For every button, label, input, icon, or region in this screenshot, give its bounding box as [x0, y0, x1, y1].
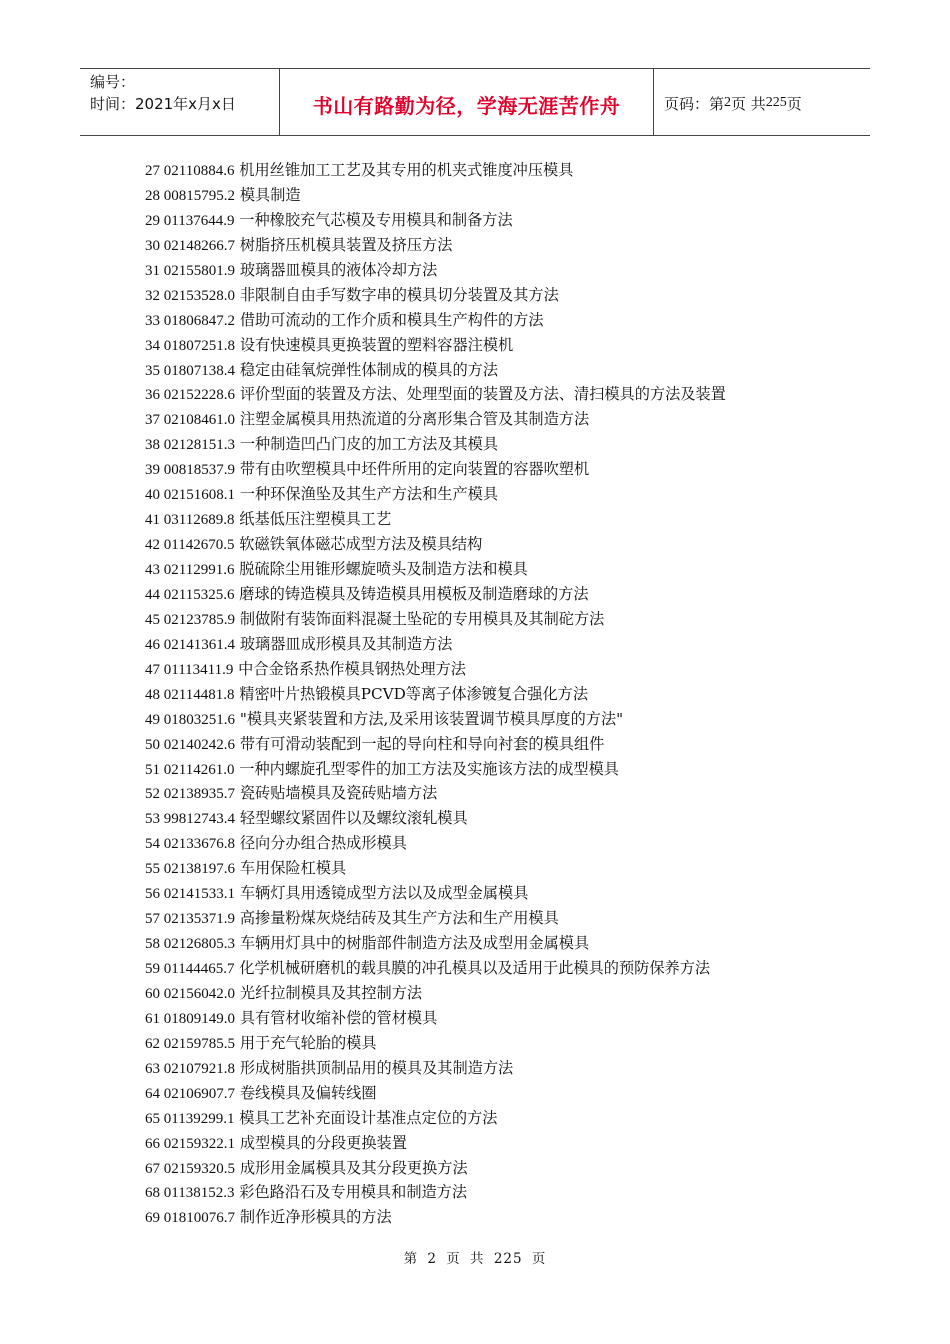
entry-code: 65 01139299.1 [145, 1110, 235, 1127]
entry-title: 彩色路沿石及专用模具和制造方法 [239, 1183, 468, 1202]
footer-current: 2 [427, 1251, 437, 1267]
entry-code: 51 02114261.0 [145, 761, 235, 778]
list-item [145, 358, 726, 383]
entry-title: 形成树脂拱顶制品用的模具及其制造方法 [239, 1058, 514, 1077]
entry-title: 一种制造凹凸门皮的加工方法及其模具 [239, 435, 499, 454]
entry-code: 40 02151608.1 [145, 487, 235, 504]
footer-middle: 页 共 [446, 1251, 485, 1267]
list-item [145, 1156, 726, 1181]
list-item [145, 1180, 726, 1205]
list-item [145, 582, 726, 607]
entry-title: 带有可滑动装配到一起的导向柱和导向衬套的模具组件 [239, 734, 605, 753]
entry-code: 47 01113411.9 [145, 661, 234, 678]
list-item [145, 707, 726, 732]
page-footer [0, 1247, 950, 1267]
entry-code: 50 02140242.6 [145, 736, 235, 753]
list-item [145, 258, 726, 283]
entry-title: 光纤拉制模具及其控制方法 [239, 983, 423, 1002]
list-item [145, 657, 726, 682]
list-item [145, 532, 726, 557]
entry-title: 具有管材收缩补偿的管材模具 [239, 1008, 438, 1027]
entry-title: 径向分办组合热成形模具 [239, 834, 407, 853]
entry-title: 成型模具的分段更换装置 [239, 1133, 407, 1152]
entry-title: 瓷砖贴墙模具及瓷砖贴墙方法 [239, 784, 438, 803]
entry-code: 54 02133676.8 [145, 836, 235, 853]
list-item [145, 432, 726, 457]
entry-code: 41 03112689.8 [145, 512, 235, 529]
entry-code: 60 02156042.0 [145, 985, 235, 1002]
entry-code: 64 02106907.7 [145, 1085, 235, 1102]
list-item [145, 283, 726, 308]
entry-title: 脱硫除尘用锥形螺旋喷头及制造方法和模具 [239, 560, 528, 578]
entry-code: 27 02110884.6 [145, 163, 235, 179]
entry-title: 模具制造 [239, 185, 301, 204]
entry-title: 稳定由硅氧烷弹性体制成的模具的方法 [239, 360, 499, 379]
entry-code: 59 01144465.7 [145, 961, 235, 977]
time-label: 时间：2021年x月x日 [90, 95, 236, 113]
entry-title: 纸基低压注塑模具工艺 [239, 510, 392, 529]
entry-code: 43 02112991.6 [145, 562, 235, 578]
number-label: 编号： [90, 73, 136, 91]
entry-title: 制作近净形模具的方法 [239, 1208, 392, 1227]
entry-code: 31 02155801.9 [145, 262, 235, 279]
entry-code: 29 01137644.9 [145, 212, 235, 229]
list-item [145, 956, 726, 981]
list-item [145, 682, 726, 707]
entry-title: 化学机械研磨机的载具膜的冲孔模具以及适用于此模具的预防保养方法 [239, 959, 711, 977]
entry-title: "模具夹紧装置和方法,及采用该装置调节模具厚度的方法" [239, 709, 624, 728]
entry-title: 带有由吹塑模具中坯件所用的定向装置的容器吹塑机 [239, 460, 590, 479]
entry-code: 62 02159785.5 [145, 1035, 235, 1052]
entry-title: 树脂挤压机模具装置及挤压方法 [239, 235, 453, 254]
entry-title: 轻型螺纹紧固件以及螺纹滚轧模具 [239, 809, 468, 828]
entry-title: 车辆用灯具中的树脂部件制造方法及成型用金属模具 [239, 934, 590, 953]
entry-title: 设有快速模具更换装置的塑料容器注模机 [239, 335, 514, 354]
page-header [80, 68, 870, 136]
entry-title: 非限制自由手写数字串的模具切分装置及其方法 [239, 285, 559, 304]
entry-code: 67 02159320.5 [145, 1160, 235, 1177]
entry-code: 57 02135371.9 [145, 911, 235, 928]
entry-code: 66 02159322.1 [145, 1135, 235, 1152]
list-item [145, 333, 726, 358]
entry-title: 卷线模具及偏转线圈 [239, 1083, 377, 1102]
list-item [145, 457, 726, 482]
header-motto-cell [280, 69, 654, 135]
entry-title: 一种环保渔坠及其生产方法和生产模具 [239, 485, 499, 504]
entry-code: 36 02152228.6 [145, 387, 235, 404]
entry-title: 注塑金属模具用热流道的分离形集合管及其制造方法 [239, 410, 590, 429]
list-item [145, 856, 726, 881]
list-item [145, 1056, 726, 1081]
list-item [145, 208, 726, 233]
entry-code: 45 02123785.9 [145, 611, 235, 628]
entry-code: 34 01807251.8 [145, 337, 235, 354]
entry-code: 42 01142670.5 [145, 537, 235, 554]
list-item [145, 1081, 726, 1106]
page-current: 2 [724, 95, 732, 110]
entry-code: 55 02138197.6 [145, 861, 235, 878]
entry-code: 61 01809149.0 [145, 1010, 235, 1027]
entry-code: 63 02107921.8 [145, 1060, 235, 1077]
entry-code: 52 02138935.7 [145, 786, 235, 803]
entry-title: 中合金铬系热作模具钢热处理方法 [238, 659, 466, 678]
entry-code: 38 02128151.3 [145, 437, 235, 454]
entry-title: 车辆灯具用透镜成型方法以及成型金属模具 [239, 884, 529, 903]
entry-code: 58 02126805.3 [145, 936, 235, 953]
entry-title: 成形用金属模具及其分段更换方法 [239, 1158, 468, 1177]
entry-title: 车用保险杠模具 [239, 859, 347, 878]
list-item [145, 557, 726, 582]
header-meta-cell [80, 69, 280, 135]
list-item [145, 732, 726, 757]
list-item [145, 1031, 726, 1056]
entry-code: 37 02108461.0 [145, 412, 235, 429]
entry-code: 46 02141361.4 [145, 636, 235, 653]
entry-title: 评价型面的装置及方法、处理型面的装置及方法、清扫模具的方法及装置 [239, 385, 726, 404]
entry-title: 软磁铁氧体磁芯成型方法及模具结构 [239, 535, 483, 554]
list-item [145, 1205, 726, 1230]
entry-title: 制做附有装饰面料混凝土坠砣的专用模具及其制砣方法 [239, 609, 605, 628]
entry-title: 模具工艺补充面设计基准点定位的方法 [239, 1108, 498, 1127]
footer-total: 225 [493, 1251, 523, 1267]
entry-code: 56 02141533.1 [145, 886, 235, 903]
list-item [145, 233, 726, 258]
entry-title: 高掺量粉煤灰烧结砖及其生产方法和生产用模具 [239, 909, 559, 928]
entry-title: 玻璃器皿成形模具及其制造方法 [239, 634, 453, 653]
list-item [145, 407, 726, 432]
page-middle: 页 共 [731, 94, 766, 113]
entry-title: 机用丝锥加工工艺及其专用的机夹式锥度冲压模具 [239, 161, 574, 179]
list-item [145, 1106, 726, 1131]
entry-title: 用于充气轮胎的模具 [239, 1033, 377, 1052]
entry-code: 28 00815795.2 [145, 187, 235, 204]
list-item [145, 781, 726, 806]
list-item [145, 881, 726, 906]
list-item [145, 981, 726, 1006]
header-page-cell [654, 69, 870, 135]
entry-title: 磨球的铸造模具及铸造模具用模板及制造磨球的方法 [239, 584, 589, 603]
entry-code: 30 02148266.7 [145, 237, 235, 254]
page-prefix: 页码：第 [664, 94, 725, 113]
list-item [145, 1131, 726, 1156]
page-total: 225 [765, 95, 787, 110]
motto-text: 书山有路勤为径，学海无涯苦作舟 [312, 93, 621, 118]
footer-prefix: 第 [403, 1251, 419, 1267]
entry-title: 玻璃器皿模具的液体冷却方法 [239, 260, 438, 279]
list-item [145, 632, 726, 657]
list-item [145, 482, 726, 507]
entry-code: 53 99812743.4 [145, 811, 235, 828]
list-item [145, 382, 726, 407]
patent-list [145, 158, 726, 1230]
list-item [145, 1006, 726, 1031]
entry-code: 44 02115325.6 [145, 586, 235, 603]
list-item [145, 757, 726, 782]
entry-title: 精密叶片热锻模具PCVD等离子体渗镀复合强化方法 [239, 684, 589, 703]
entry-code: 69 01810076.7 [145, 1210, 235, 1227]
list-item [145, 806, 726, 831]
list-item [145, 507, 726, 532]
list-item [145, 831, 726, 856]
entry-code: 35 01807138.4 [145, 362, 235, 379]
list-item [145, 308, 726, 333]
list-item [145, 183, 726, 208]
entry-title: 借助可流动的工作介质和模具生产构件的方法 [239, 310, 544, 329]
page-suffix: 页 [786, 94, 802, 113]
entry-code: 32 02153528.0 [145, 287, 235, 304]
entry-title: 一种内螺旋孔型零件的加工方法及实施该方法的成型模具 [239, 759, 619, 778]
entry-title: 一种橡胶充气芯模及专用模具和制备方法 [239, 210, 513, 229]
entry-code: 68 01138152.3 [145, 1185, 235, 1202]
list-item [145, 158, 726, 183]
list-item [145, 906, 726, 931]
list-item [145, 931, 726, 956]
footer-suffix: 页 [531, 1251, 547, 1267]
entry-code: 48 02114481.8 [145, 686, 235, 703]
entry-code: 39 00818537.9 [145, 462, 235, 479]
list-item [145, 607, 726, 632]
entry-code: 33 01806847.2 [145, 312, 235, 329]
entry-code: 49 01803251.6 [145, 711, 235, 728]
